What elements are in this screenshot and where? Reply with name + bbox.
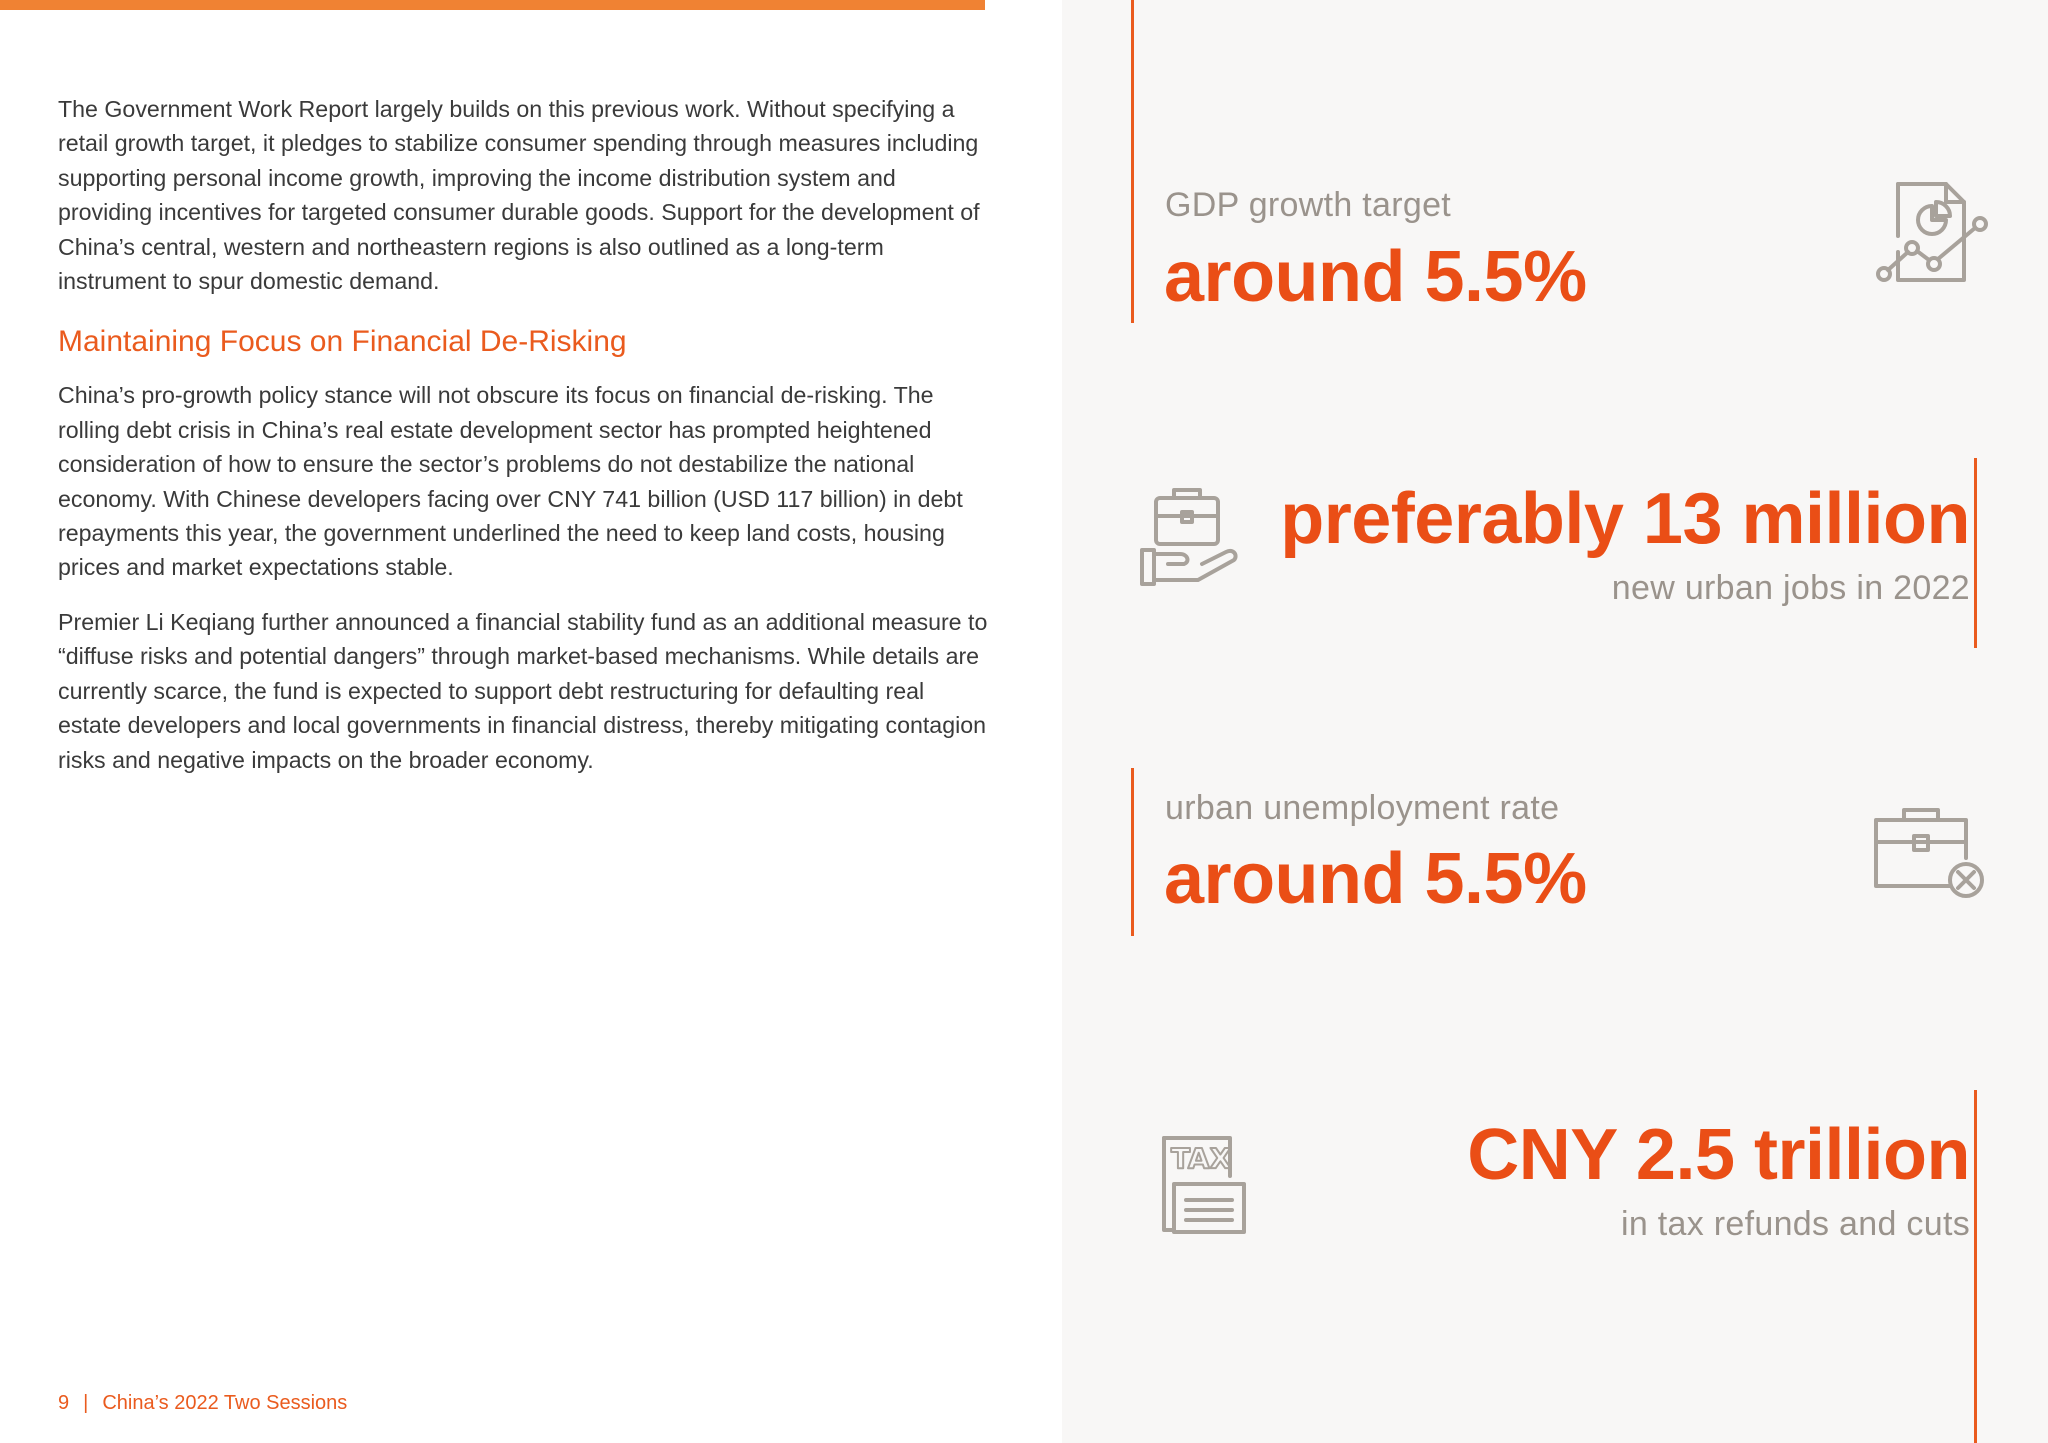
- unemployment-accent-line: [1131, 768, 1134, 936]
- unemployment-value: around 5.5%: [1164, 839, 1587, 919]
- tax-value: CNY 2.5 trillion: [1467, 1115, 1970, 1195]
- tax-label: in tax refunds and cuts: [1621, 1205, 1970, 1243]
- paragraph-financial-derisking: China’s pro-growth policy stance will not obscure its focus on financial de-risking. The rolling debt crisis in China’s real estate development sector has prompted heightened consideration of how to ensure the sector’s problems do not destabilize the national economy. With Chinese developers facing over CNY 741 billion (USD 117 billion) in debt repayments this year, the government underlined the need to keep land costs, housing prices and market expectations stable.: [58, 382, 963, 581]
- briefcase-x-icon: [1870, 806, 1986, 902]
- jobs-value: preferably 13 million: [1280, 479, 1970, 559]
- paragraph-consumer-spending: The Government Work Report largely builds on this previous work. Without specifying a retail growth target, it pledges to stabilize consumer spending through measures including supporting personal income growth, improving the income distribution system and providing incentives for targeted consumer durable goods. Support for the development of China’s central, western and northeastern regions is also outlined as a long-term instrument to spur domestic demand.: [58, 96, 980, 295]
- growth-chart-document-icon: [1872, 180, 1992, 288]
- footer-title: China’s 2022 Two Sessions: [102, 1392, 348, 1414]
- jobs-label: new urban jobs in 2022: [1611, 569, 1970, 607]
- footer-separator: |: [83, 1392, 89, 1414]
- paragraph-stability-fund: Premier Li Keqiang further announced a financial stability fund as an additional measure to “diffuse risks and potential dangers” through market-based mechanisms. While details are currently scarce, the fund is expected to support debt restructuring for defaulting real estate developers and local governments in financial distress, thereby mitigating contagion risks and negative impacts on the broader economy.: [58, 608, 988, 773]
- gdp-label: GDP growth target: [1165, 186, 1452, 224]
- key-figures-panel: [1062, 0, 2048, 1443]
- gdp-accent-line: [1131, 0, 1134, 323]
- page-footer: [58, 1392, 347, 1415]
- page-number: 9: [58, 1392, 70, 1414]
- svg-text:TAX: TAX: [1171, 1142, 1232, 1175]
- article-column: [58, 92, 988, 777]
- tax-accent-line: [1974, 1090, 1977, 1443]
- section-heading: Maintaining Focus on Financial De-Risking: [58, 325, 627, 359]
- unemployment-label: urban unemployment rate: [1165, 789, 1560, 827]
- gdp-value: around 5.5%: [1164, 237, 1587, 317]
- tax-document-icon: [1158, 1134, 1250, 1238]
- top-accent-bar: [0, 0, 985, 10]
- briefcase-in-hand-icon: [1138, 484, 1242, 588]
- jobs-accent-line: [1974, 458, 1977, 648]
